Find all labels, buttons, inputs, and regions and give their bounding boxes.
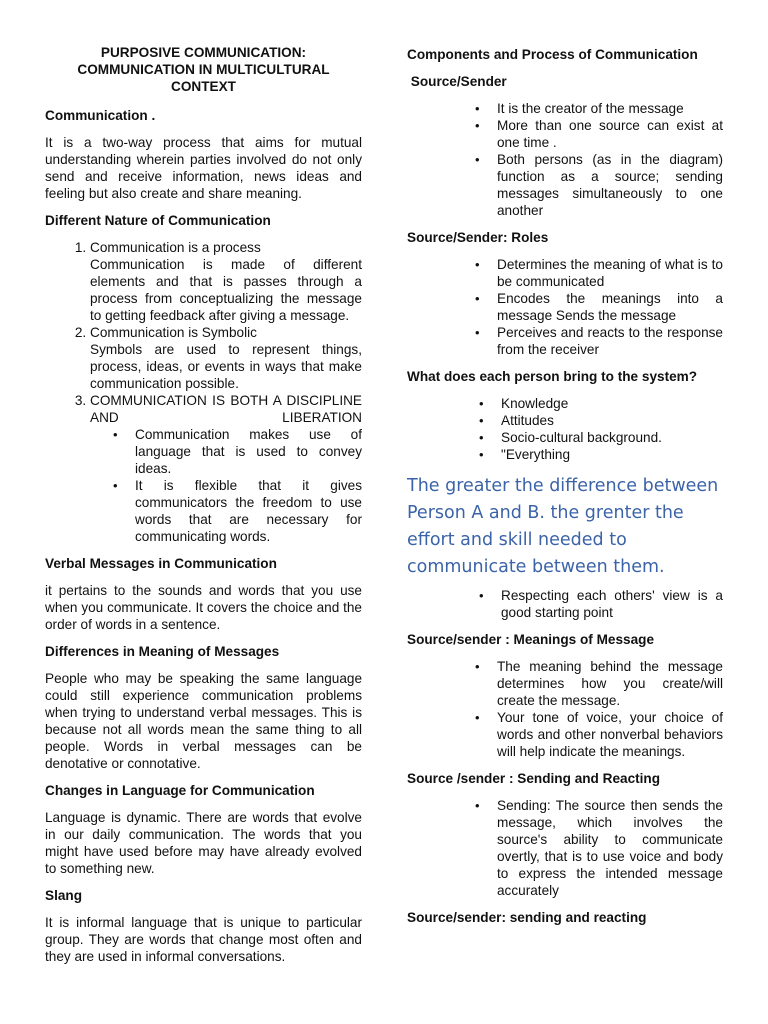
nature-item-2-body: Symbols are used to represent things, process, ideas, or events in ways that make communication possible. — [90, 342, 362, 391]
nature-item-3-title: 3. COMMUNICATION IS BOTH A DISCIPLINE AND LIBERATION — [90, 393, 362, 425]
roles-heading: Source/Sender: Roles — [407, 230, 549, 245]
right-column — [407, 46, 723, 936]
sending-list — [407, 797, 723, 899]
roles-list — [407, 256, 723, 358]
meanings-list — [407, 658, 723, 760]
differences-text: People who may be speaking the same language could still experience communication problems when trying to understand verbal messages. This is because not all words mean the same thing to all people. Words in verbal messages can be denotative or connotative. — [45, 671, 362, 771]
callout-list — [407, 587, 723, 621]
list-item: • Sending: The source then sends the message, which involves the source's ability to communicate overtly, that is to use voice and body to express the intended message accurately — [497, 797, 723, 899]
callout-text: The greater the difference between Person A and B. the grenter the effort and skill needed to communicate between them. — [407, 476, 719, 577]
nature-item-3 — [90, 392, 362, 545]
meanings-heading: Source/sender : Meanings of Message — [407, 632, 655, 647]
title-line-2: COMMUNICATION IN MULTICULTURAL — [77, 62, 330, 77]
source-heading: Source/Sender — [407, 74, 507, 89]
nature-list — [45, 239, 362, 545]
communication-heading: Communication . — [45, 108, 156, 123]
slang-text: It is informal language that is unique to particular group. They are words that change most often and they are used in informal conversations. — [45, 915, 362, 964]
last-heading: Source/sender: sending and reacting — [407, 910, 647, 925]
bring-list — [407, 395, 723, 463]
list-item: • Respecting each others' view is a good starting point — [501, 587, 723, 621]
list-item: • Both persons (as in the diagram) function as a source; sending messages simultaneously to one another — [497, 151, 723, 219]
list-item: • It is flexible that it gives communicators the freedom to use words that are necessary for communicating words. — [135, 477, 362, 545]
list-item: • It is the creator of the message — [497, 100, 723, 117]
components-heading: Components and Process of Communication — [407, 47, 698, 62]
source-list — [407, 100, 723, 219]
sending-heading: Source /sender : Sending and Reacting — [407, 771, 661, 786]
list-item: • The meaning behind the message determines how you create/will create the message. — [497, 658, 723, 709]
nature-item-1 — [90, 239, 362, 324]
verbal-text: it pertains to the sounds and words that you use when you communicate. It covers the choice and the order of words in a sentence. — [45, 583, 362, 632]
nature-item-2-title: Communication is Symbolic — [90, 325, 257, 340]
title-line-3: CONTEXT — [171, 79, 236, 94]
slang-heading: Slang — [45, 888, 83, 903]
list-item: • Knowledge — [501, 395, 723, 412]
nature-item-1-title: Communication is a process — [90, 240, 261, 255]
list-item: • "Everything — [501, 446, 723, 463]
list-item: • Communication makes use of language that is used to convey ideas. — [135, 426, 362, 477]
differences-heading: Differences in Meaning of Messages — [45, 644, 280, 659]
list-item: • Attitudes — [501, 412, 723, 429]
list-item: • Encodes the meanings into a message Sends the message — [497, 290, 723, 324]
list-item: • More than one source can exist at one time . — [497, 117, 723, 151]
document-title — [45, 44, 362, 95]
list-item: • Your tone of voice, your choice of words and other nonverbal behaviors will help indicate the meanings. — [497, 709, 723, 760]
list-item: • Determines the meaning of what is to be communicated — [497, 256, 723, 290]
list-item: • Socio-cultural background. — [501, 429, 723, 446]
nature-item-2 — [90, 324, 362, 392]
changes-heading: Changes in Language for Communication — [45, 783, 315, 798]
title-line-1: PURPOSIVE COMMUNICATION: — [100, 45, 307, 60]
nature-heading: Different Nature of Communication — [45, 213, 271, 228]
left-column — [45, 44, 362, 975]
nature-item-3-sublist — [90, 426, 362, 545]
verbal-heading: Verbal Messages in Communication — [45, 556, 277, 571]
nature-item-1-body: Communication is made of different elements and that is passes through a process from conceptualizing the message to getting feedback after giving a message. — [90, 257, 362, 323]
list-item: • Perceives and reacts to the response from the receiver — [497, 324, 723, 358]
changes-text: Language is dynamic. There are words that evolve in our daily communication. The words that you might have used before may have already evolved to something new. — [45, 810, 362, 876]
communication-text: It is a two-way process that aims for mutual understanding wherein parties involved do not only send and receive information, news ideas and feeling but also create and share meaning. — [45, 135, 362, 201]
bring-heading: What does each person bring to the system? — [407, 369, 698, 384]
